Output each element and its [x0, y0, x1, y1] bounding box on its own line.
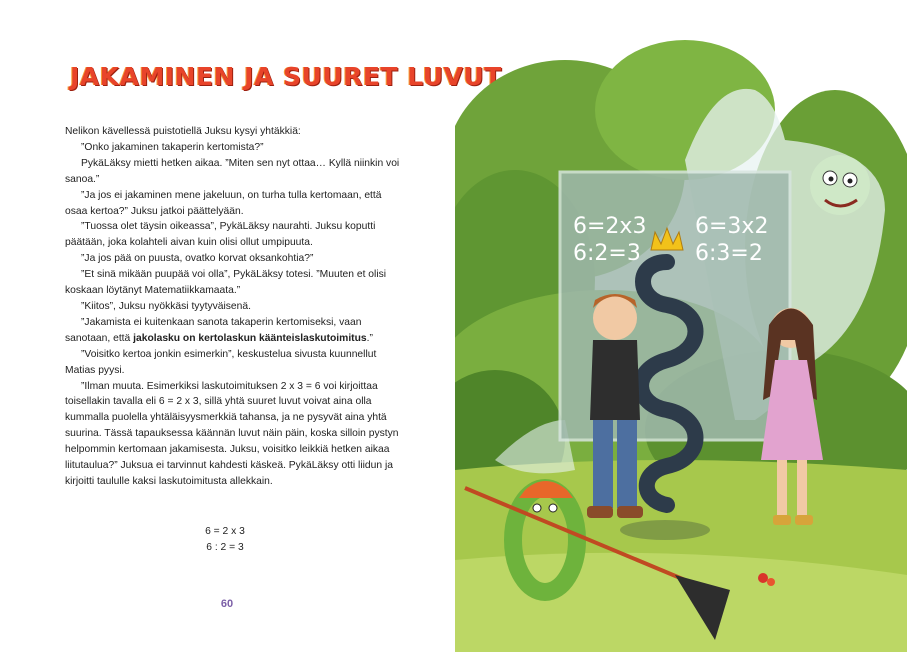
equation-line: 6 = 2 x 3: [205, 526, 245, 537]
flower-icon: [767, 578, 775, 586]
shadow: [620, 520, 710, 540]
equation-line: 6 : 2 = 3: [206, 542, 244, 553]
board-equation: 6:2=3: [573, 241, 641, 266]
board-equation: 6=3x2: [695, 214, 769, 239]
paragraph: ”Kiitos”, Juksu nyökkäsi tyytyväisenä.: [81, 300, 251, 312]
paragraph: ”Ja jos ei jakaminen mene jakeluun, on turha tulla kertomaan, että osaa kertoa?” Juksu jatkoi päättelyään.: [65, 189, 382, 217]
illustration: [455, 0, 907, 652]
paragraph: ”Onko jakaminen takaperin kertomista?”: [81, 141, 264, 153]
paragraph: PykäLäksy mietti hetken aikaa. ”Miten sen nyt ottaa… Kyllä niinkin voi sanoa.”: [65, 157, 400, 185]
board-equation: 6=2x3: [573, 214, 647, 239]
math-example: [190, 524, 260, 556]
board-equation: 6:3=2: [695, 241, 763, 266]
paragraph: Nelikon kävellessä puistotiellä Juksu kysyi yhtäkkiä:: [65, 126, 301, 137]
text-run: ”Jakamista ei kuitenkaan sanota takaperin kertomiseksi, vaan sanotaan, että: [65, 316, 362, 344]
paragraph: ”Ilman muuta. Esimerkiksi laskutoimituksen 2 x 3 = 6 voi kirjoittaa toisellakin tavalla eli 6 = 2 x 3, sillä yhtä suuret luvut voivat aina olla kummalla puolella yhtäläisyysmerkkiä tahansa, ja ne pysyvät aina yhtä suurina. Tässä tapauksessa käännän luvut näin päin, koska silloin pystyn helpommin kertomaan jakamisesta. Juksu, voisitko leikkiä hetken aikaa liitutaulua?” Juksua ei tarvinnut kahdesti käskeä. PykäLäksy otti liidun ja kirjoitti taululle kaksi laskutoimitusta allekkain.: [65, 380, 399, 487]
paragraph-with-bold: [65, 315, 405, 347]
paragraph: ”Voisitko kertoa jonkin esimerkin”, keskustelua sivusta kuunnellut Matias pyysi.: [65, 348, 377, 376]
text-run: .”: [366, 332, 373, 344]
paragraph: ”Tuossa olet täysin oikeassa”, PykäLäksy naurahti. Juksu koputti päätään, joka kolahteli aivan kuin olisi ollut umpipuuta.: [65, 221, 376, 249]
chapter-title: JAKAMINEN JA SUURET LUVUT: [70, 62, 502, 91]
page-number: 60: [220, 598, 234, 610]
bold-definition: jakolasku on kertolaskun käänteislaskutoimitus: [133, 332, 367, 344]
flower-icon: [758, 573, 768, 583]
park-illustration: [455, 0, 907, 652]
paragraph: ”Ja jos pää on puusta, ovatko korvat oksankohtia?”: [81, 253, 314, 265]
story-text: [65, 124, 405, 490]
paragraph: ”Et sinä mikään puupää voi olla”, PykäLäksy totesi. ”Muuten et olisi koskaan löytänyt Matematiikkamaata.”: [65, 269, 387, 297]
